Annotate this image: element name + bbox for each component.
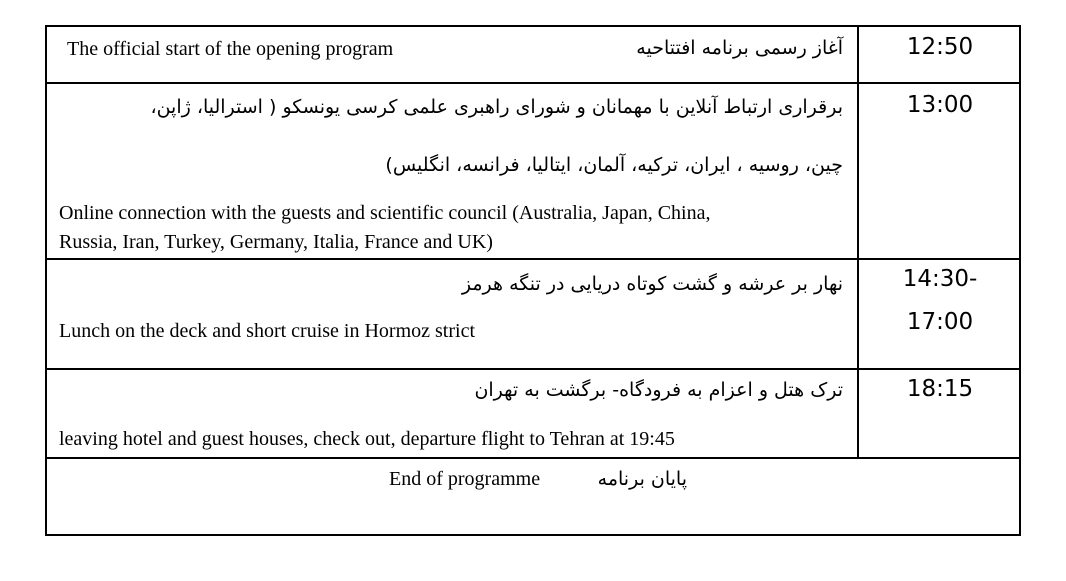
time-cell: [859, 84, 1021, 258]
table-row: [47, 84, 1021, 260]
activity-cell: [47, 84, 859, 258]
activity-cell: [47, 370, 859, 457]
table-row: [47, 27, 1021, 84]
activity-english: leaving hotel and guest houses, check out, departure flight to Tehran at 19:45: [59, 428, 675, 450]
time-cell: [859, 27, 1021, 82]
activity-persian: آغاز رسمی برنامه افتتاحیه: [636, 37, 843, 59]
end-persian: پایان برنامه: [597, 468, 687, 490]
activity-english-line2: Russia, Iran, Turkey, Germany, Italia, France and UK): [59, 231, 493, 253]
activity-english: The official start of the opening program: [67, 38, 394, 60]
activity-cell: [47, 27, 859, 82]
activity-persian: ترک هتل و اعزام به فرودگاه- برگشت به تهران: [474, 379, 843, 401]
activity-persian-line2: چین، روسیه ، ایران، ترکیه، آلمان، ایتالیا، فرانسه، انگلیس): [385, 154, 843, 176]
activity-cell: [47, 260, 859, 368]
time-value-end: 17:00: [906, 309, 974, 335]
time-value: 13:00: [906, 92, 974, 118]
activity-persian: نهار بر عرشه و گشت کوتاه دریایی در تنگه هرمز: [461, 273, 843, 295]
time-value-start: 14:30-: [902, 266, 978, 292]
table-row: [47, 260, 1021, 370]
time-value: 18:15: [906, 376, 974, 402]
schedule-table: [45, 25, 1021, 536]
activity-english-line1: Online connection with the guests and scientific council (Australia, Japan, China,: [59, 202, 711, 224]
time-cell: [859, 260, 1021, 368]
time-value: 12:50: [906, 34, 974, 60]
activity-english: Lunch on the deck and short cruise in Hormoz strict: [59, 320, 475, 342]
time-cell: [859, 370, 1021, 457]
table-row: [47, 370, 1021, 459]
end-english: End of programme: [389, 468, 541, 490]
end-row: [47, 459, 1021, 536]
activity-persian-line1: برقراری ارتباط آنلاین با مهمانان و شورای راهبری علمی کرسی یونسکو ( استرالیا، ژاپن،: [150, 96, 843, 118]
